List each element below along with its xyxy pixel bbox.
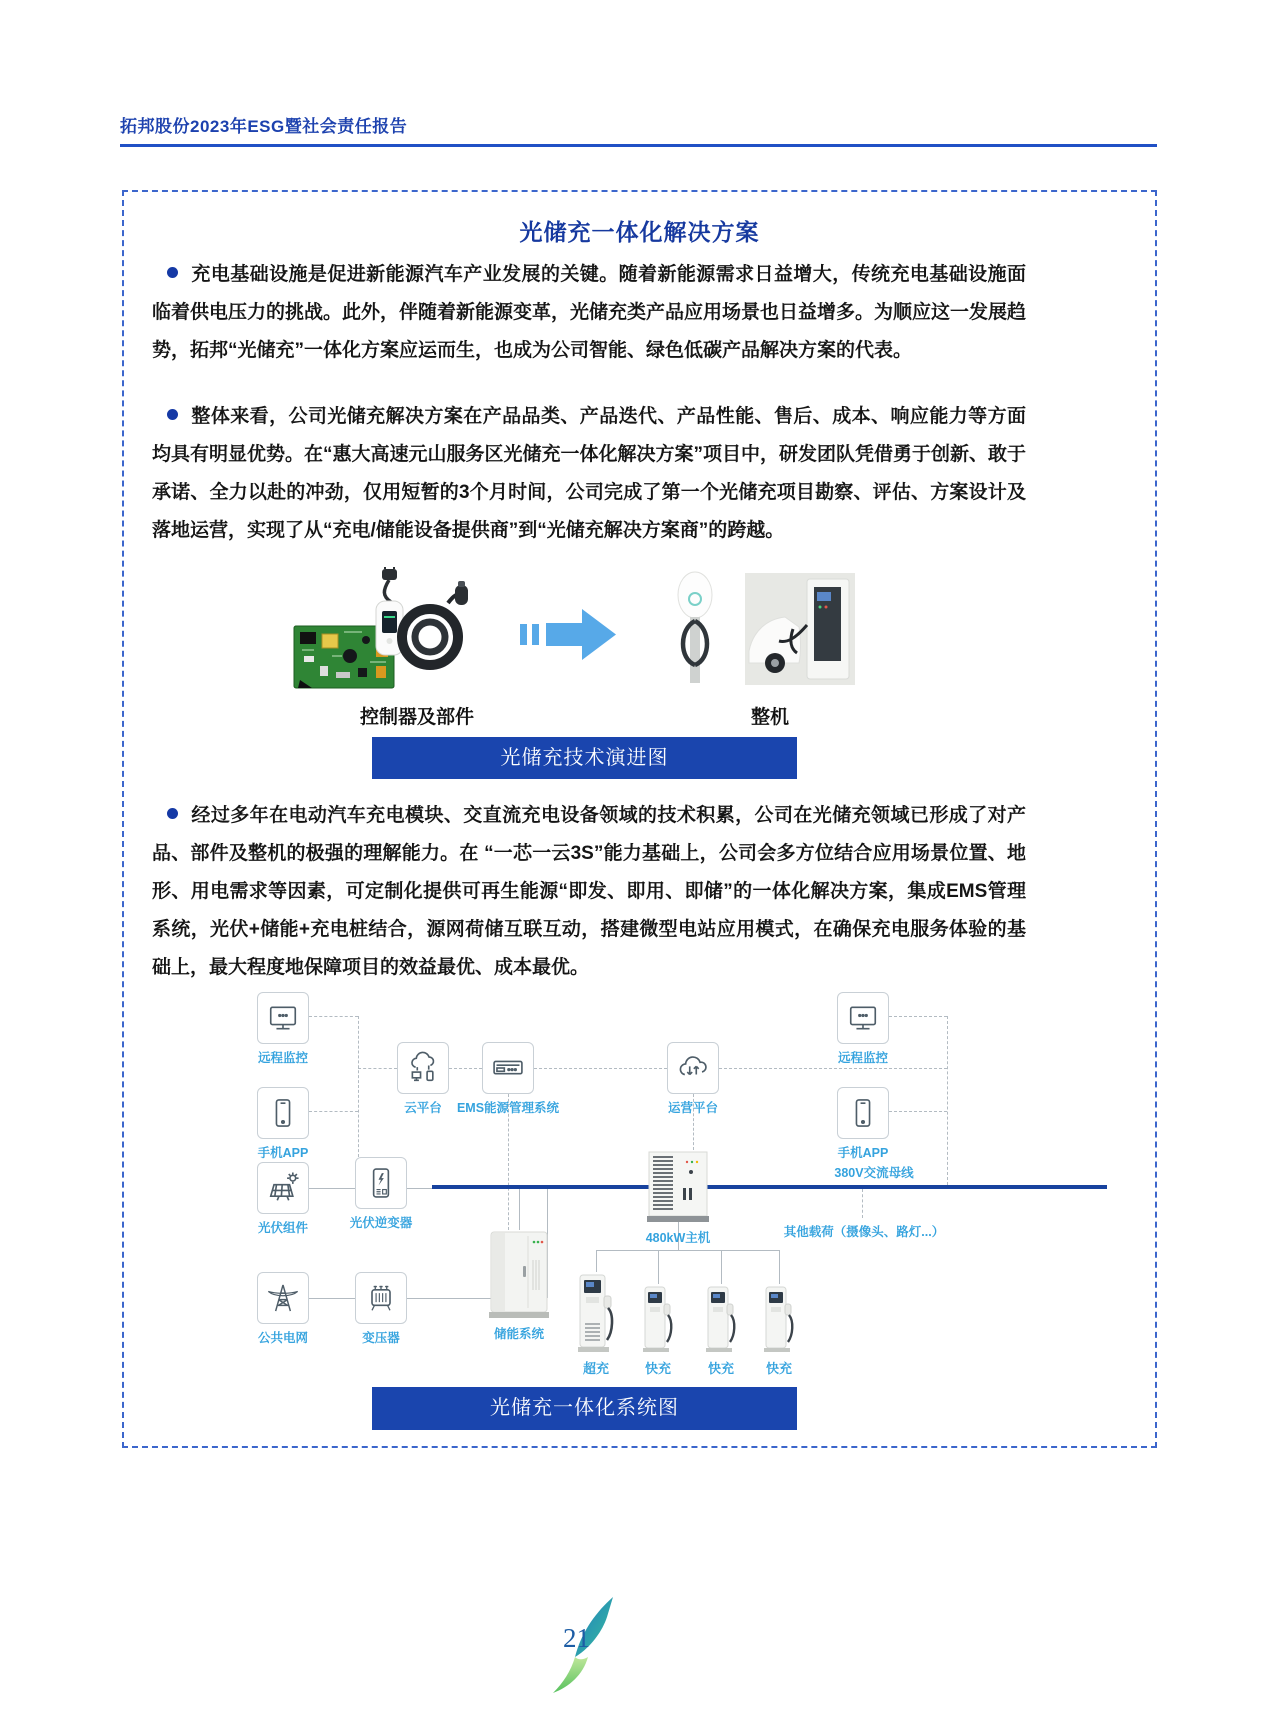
cloud-platform-node: [397, 1042, 449, 1094]
phone-app-left-label: 手机APP: [257, 1146, 309, 1160]
fast-charger-image: [642, 1284, 674, 1354]
fast-charge-label: 快充: [707, 1361, 734, 1376]
phone-app-right-node: [837, 1087, 889, 1139]
connector-line: [449, 1068, 482, 1069]
super-charger-image: [577, 1272, 615, 1354]
paragraph-2: [152, 398, 1026, 550]
header-rule: [120, 144, 1157, 147]
evolution-arrow-icon: [520, 607, 620, 662]
remote-monitor-right-label: 远程监控: [837, 1051, 888, 1065]
connector-line: [309, 1298, 355, 1299]
connector-line: [721, 1250, 722, 1284]
fast-charge-label: 快充: [644, 1361, 671, 1376]
charging-station-image: [657, 567, 857, 687]
paragraph-2-text: 整体来看，公司光储充解决方案在产品品类、产品迭代、产品性能、售后、成本、响应能力等方面均具有明显优势。在“惠大高速元山服务区光储充一体化解决方案”项目中，研发团队凭借勇于创新、敢于承诺、全力以赴的冲劲，仅用短暂的3个月时间，公司完成了第一个光储充项目勘察、评估、方案设计及落地运营，实现了从“充电/储能设备提供商”到“光储充解决方案商”的跨越。: [152, 406, 1027, 541]
other-load-label: 其他载荷（摄像头、路灯...）: [783, 1225, 945, 1239]
pv-inverter-label: 光伏逆变器: [349, 1216, 413, 1230]
remote-monitor-left-node: [257, 992, 309, 1044]
portable-charger-image: [352, 567, 472, 692]
connector-line: [534, 1068, 667, 1069]
smartphone-icon: [265, 1095, 301, 1131]
connector-line: [889, 1016, 947, 1017]
energy-storage-cabinet-image: [489, 1230, 549, 1320]
remote-monitor-right-node: [837, 992, 889, 1044]
footer-leaf-logo: [545, 1595, 625, 1695]
host-480kw-label: 480kW主机: [645, 1231, 711, 1245]
ems-node: [482, 1042, 534, 1094]
complete-machine-label: 整机: [750, 707, 789, 728]
connector-line: [862, 1189, 863, 1218]
power-tower-icon: [265, 1280, 301, 1316]
fast-charger-image: [705, 1284, 737, 1354]
pv-module-label: 光伏组件: [257, 1221, 308, 1235]
energy-storage-label: 储能系统: [493, 1327, 544, 1341]
cloud-platform-label: 云平台: [404, 1101, 442, 1115]
transformer-label: 变压器: [362, 1331, 400, 1345]
connector-line: [658, 1250, 659, 1284]
controller-parts-label: 控制器及部件: [359, 707, 474, 728]
ac-bus-label: 380V交流母线: [834, 1166, 914, 1180]
evolution-banner: 光储充技术演进图: [372, 737, 797, 779]
connector-line: [889, 1111, 947, 1112]
pv-module-node: [257, 1162, 309, 1214]
cloud-transfer-icon: [675, 1050, 711, 1086]
server-icon: [490, 1050, 526, 1086]
connector-line: [407, 1188, 432, 1189]
paragraph-1-text: 充电基础设施是促进新能源汽车产业发展的关键。随着新能源需求日益增大，传统充电基础设施面临着供电压力的挑战。此外，伴随着新能源变革，光储充类产品应用场景也日益增多。为顺应这一发展趋势，拓邦“光储充”一体化方案应运而生，也成为公司智能、绿色低碳产品解决方案的代表。: [152, 264, 1027, 361]
ops-platform-node: [667, 1042, 719, 1094]
bullet-icon: [167, 267, 178, 278]
connector-line: [596, 1250, 779, 1251]
host-cabinet-image: [647, 1150, 709, 1224]
ems-label: EMS能源管理系统: [456, 1101, 560, 1115]
connector-line: [358, 1068, 397, 1069]
pv-inverter-node: [355, 1157, 407, 1209]
fast-charge-label: 快充: [765, 1361, 792, 1376]
connector-line: [596, 1250, 597, 1272]
connector-line: [519, 1189, 520, 1230]
system-diagram-banner: 光储充一体化系统图: [372, 1387, 797, 1430]
connector-line: [719, 1068, 947, 1069]
connector-line: [947, 1016, 948, 1185]
connector-line: [358, 1016, 359, 1157]
page-number: 21: [563, 1623, 590, 1653]
paragraph-3-text: 经过多年在电动汽车充电模块、交直流充电设备领域的技术积累，公司在光储充领域已形成了对产品、部件及整机的极强的理解能力。在 “一芯一云3S”能力基础上，公司会多方位结合应用场景位置、地形、用电需求等因素，可定制化提供可再生能源“即发、即用、即储”的一体化解决方案，集成EMS管理系统，光伏+储能+充电桩结合，源网荷储互联互动，搭建微型电站应用模式，在确保充电服务体验的基础上，最大程度地保障项目的效益最优、成本最优。: [152, 805, 1026, 978]
connector-line: [309, 1016, 358, 1017]
cloud-icon: [405, 1050, 441, 1086]
transformer-icon: [363, 1280, 399, 1316]
solar-panel-icon: [265, 1170, 301, 1206]
fast-charger-image: [763, 1284, 795, 1354]
solution-panel: [122, 190, 1157, 1448]
remote-monitor-left-label: 远程监控: [257, 1051, 308, 1065]
connector-line: [309, 1188, 355, 1189]
panel-title: 光储充一体化解决方案: [519, 219, 760, 245]
monitor-icon: [265, 1000, 301, 1036]
transformer-node: [355, 1272, 407, 1324]
phone-app-right-label: 手机APP: [837, 1146, 889, 1160]
smartphone-icon: [845, 1095, 881, 1131]
inverter-icon: [363, 1165, 399, 1201]
public-grid-node: [257, 1272, 309, 1324]
connector-line: [779, 1250, 780, 1284]
bullet-icon: [167, 808, 178, 819]
ac-bus-line: [432, 1185, 1107, 1189]
paragraph-1: [152, 256, 1026, 370]
report-header-title: 拓邦股份2023年ESG暨社会责任报告: [120, 117, 408, 136]
paragraph-3: [152, 797, 1026, 987]
bullet-icon: [167, 409, 178, 420]
ops-platform-label: 运营平台: [667, 1101, 718, 1115]
monitor-icon: [845, 1000, 881, 1036]
phone-app-left-node: [257, 1087, 309, 1139]
public-grid-label: 公共电网: [257, 1331, 308, 1345]
super-charge-label: 超充: [582, 1361, 609, 1376]
